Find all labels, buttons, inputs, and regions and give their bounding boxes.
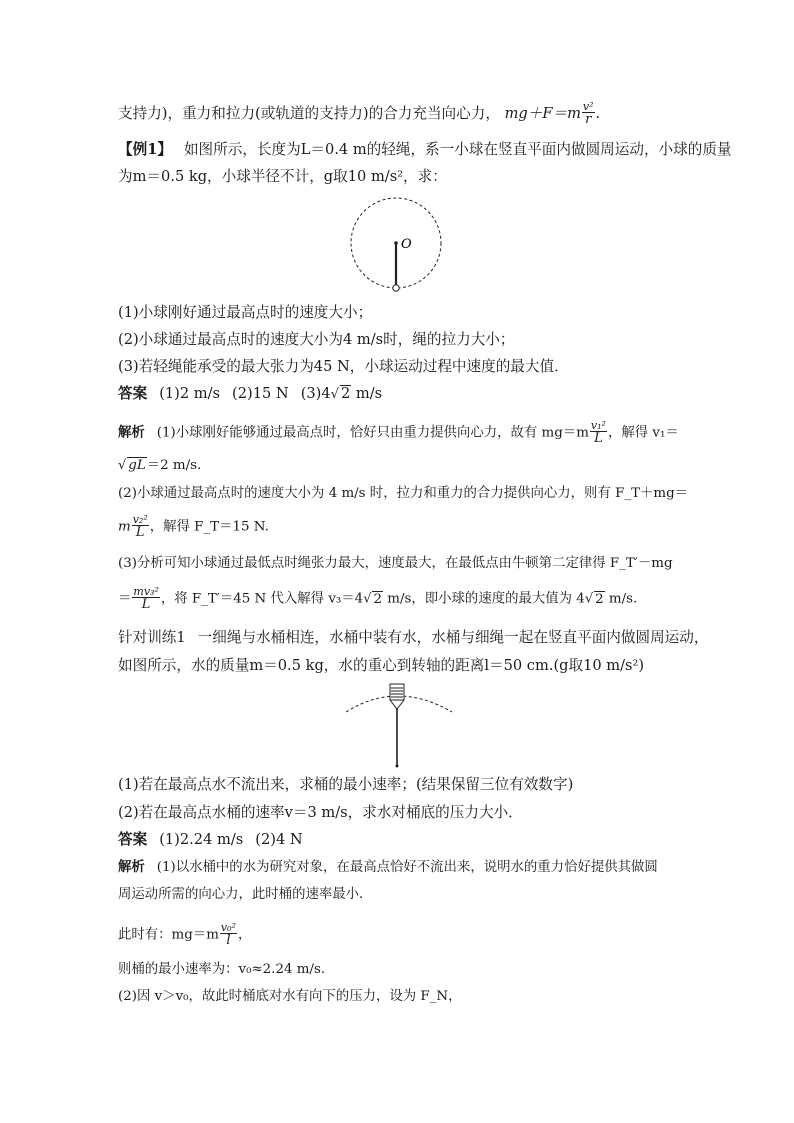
example-solution-1b: √ gL＝2 m/s. <box>118 458 202 473</box>
training-title: 针对训练1 <box>118 629 186 646</box>
small-ball <box>393 285 399 291</box>
fraction-v2-over-r: $\frac{\text{v²}}{r}$ <box>582 100 594 127</box>
pivot-point <box>396 765 399 768</box>
example-solution-2b: m $\frac{\text{v₂²}}{L}$ ，解得 F_T＝15 N. <box>118 513 269 540</box>
answer-label: 答案 <box>118 831 148 848</box>
training-solution-4: (2)因 v＞v₀，故此时桶底对水有向下的压力，设为 F_N， <box>118 989 462 1004</box>
training-solution-1b: 周运动所需的向心力，此时桶的速率最小． <box>118 887 373 902</box>
center-label-o: O <box>401 237 412 252</box>
analysis-label: 解析 <box>118 424 145 441</box>
training-solution-1: 解析 (1)以水桶中的水为研究对象，在最高点恰好不流出来，说明水的重力恰好提供其做圆 <box>118 859 658 875</box>
continuation-text: 支持力)，重力和拉力(或轨道的支持力)的合力充当向心力， <box>118 105 500 122</box>
analysis-label: 解析 <box>118 859 145 875</box>
fraction-v0-sq-over-l: $\frac{\text{v₀²}}{l}$ <box>220 921 236 948</box>
training-solution-2: 此时有：mg＝m $\frac{\text{v₀²}}{l}$ ， <box>118 921 252 948</box>
example-solution-3b: ＝ $\frac{\text{mv₃²}}{L}$ ，将 F_T′＝45 N 代入解得 v₃＝4√ 2 m/s，即小球的速度的最大值为 4√ 2 m/s. <box>118 585 638 612</box>
example-q2: (2)小球通过最高点时的速度大小为4 m/s时，绳的拉力大小； <box>118 331 515 348</box>
example-intro-1: 如图所示，长度为L＝0.4 m的轻绳，系一小球在竖直平面内做圆周运动，小球的质量 <box>183 141 732 158</box>
fraction-v2-sq-over-L: $\frac{\text{v₂²}}{L}$ <box>132 513 148 540</box>
example-intro-line2: 为m＝0.5 kg，小球半径不计，g取10 m/s²，求： <box>118 168 447 185</box>
training-q1: (1)若在最高点水不流出来，求桶的最小速率；(结果保留三位有效数字) <box>118 776 574 793</box>
bucket-body <box>390 684 404 700</box>
training-intro-line2: 如图所示，水的质量m＝0.5 kg，水的重心到转轴的距离l＝50 cm.(g取10 m/s²) <box>118 657 645 674</box>
training-answer: 答案 (1)2.24 m/s (2)4 N <box>118 831 303 848</box>
training-q2: (2)若在最高点水桶的速率v＝3 m/s，求水对桶底的压力大小． <box>118 804 523 821</box>
training-intro-line1: 针对训练1 一细绳与水桶相连，水桶中装有水，水桶与细绳一起在竖直平面内做圆周运动， <box>118 629 709 646</box>
example-tag: 【例1】 <box>118 141 172 158</box>
fraction-mv3-sq-over-L: $\frac{\text{mv₃²}}{L}$ <box>133 585 159 612</box>
fraction-v1-sq-over-L: $\frac{\text{v₁²}}{L}$ <box>590 419 606 446</box>
example-solution-3: (3)分析可知小球通过最低点时绳张力最大，速度最大，在最低点由牛顿第二定律得 F_T′－mg <box>118 556 673 571</box>
bucket-figure <box>340 676 460 770</box>
example-solution-1: 解析 (1)小球刚好能够通过最高点时，恰好只由重力提供向心力，故有 mg＝m $\frac{\text{v₁²}}{L}$ ，解得 v₁＝ <box>118 419 679 446</box>
example-q3: (3)若轻绳能承受的最大张力为45 N，小球运动过程中速度的最大值． <box>118 358 569 375</box>
pendulum-circle-figure <box>340 196 450 296</box>
training-solution-3: 则桶的最小速率为：v₀≈2.24 m/s. <box>118 962 326 977</box>
formula-lhs: mg＋F＝m <box>504 105 581 122</box>
answer-label: 答案 <box>118 385 148 402</box>
example-answer: 答案 (1)2 m/s (2)15 N (3)4√ 2 m/s <box>118 385 383 402</box>
bucket-handle <box>390 700 404 709</box>
example-intro-line1 <box>118 140 732 160</box>
example-solution-2: (2)小球通过最高点时的速度大小为 4 m/s 时，拉力和重力的合力提供向心力，则有 F_T＋mg＝ <box>118 486 689 501</box>
example-q1: (1)小球刚好通过最高点时的速度大小； <box>118 304 373 321</box>
continuation-line: 支持力)，重力和拉力(或轨道的支持力)的合力充当向心力， mg＋F＝m $\frac{\text{v²}}{r}$ . <box>118 100 601 127</box>
